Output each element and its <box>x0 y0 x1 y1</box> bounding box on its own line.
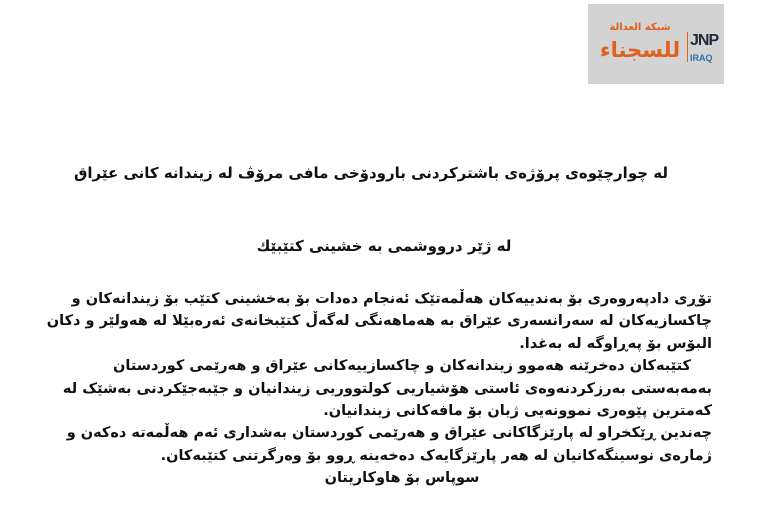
logo-iraq-text: IRAQ <box>690 53 713 63</box>
body-line: چەندین ڕێکخراو لە پارێزگاکانی عێراق و هەرێمی کوردستان بەشداری ئەم هەڵمەتە دەکەن و <box>66 425 712 442</box>
organization-logo <box>588 4 724 84</box>
document-body <box>46 288 712 490</box>
body-line: ژمارەی نوسینگەکانیان لە هەر پارێزگایەک دەخەینە ڕوو بۆ وەرگرتنی کتێبەکان. <box>160 447 712 464</box>
body-line: تۆڕی دادپەروەری بۆ بەندییەکان هەڵمەتێک ئەنجام دەدات بۆ بەخشینی کتێب بۆ زیندانەکان و <box>71 291 712 307</box>
logo-jnp-text: JNP <box>690 32 719 49</box>
logo-arabic-tagline: شبكة العدالة <box>609 22 671 33</box>
body-line: چاکسازیەکان لە سەرانسەری عێراق بە هەماهەنگی لەگەڵ کتێبخانەی ئەرەبێلا لە هەولێر و دکان <box>46 313 712 330</box>
body-line: البۆس بۆ پەڕاوگە لە بەغدا. <box>519 335 712 352</box>
body-line: سوپاس بۆ هاوکاریتان <box>324 470 480 487</box>
document-subheadline: لە ژێر درووشمی بە خشینی کتێبێك <box>256 237 512 255</box>
body-line: کتێبەکان دەخرێنە هەموو زیندانەکان و چاکسازییەکانی عێراق و هەرێمی کوردستان <box>113 358 691 375</box>
body-line: بەمەبەستی بەرزکردنەوەی ئاستی هۆشیاریی کولتووریی زیندانیان و جێبەجێکردنی بەشێک لە <box>62 380 712 397</box>
logo-arabic-name: للسجناء <box>599 38 681 62</box>
logo-divider <box>687 32 688 62</box>
document-headline: لە چوارچێوەی پرۆژەی باشترکردنی بارودۆخی مافی مرۆڤ لە زیندانە کانی عێراق <box>73 164 668 182</box>
body-line: کەمترین پێوەری نموونەیی ژیان بۆ مافەکانی زیندانیان. <box>323 403 712 420</box>
